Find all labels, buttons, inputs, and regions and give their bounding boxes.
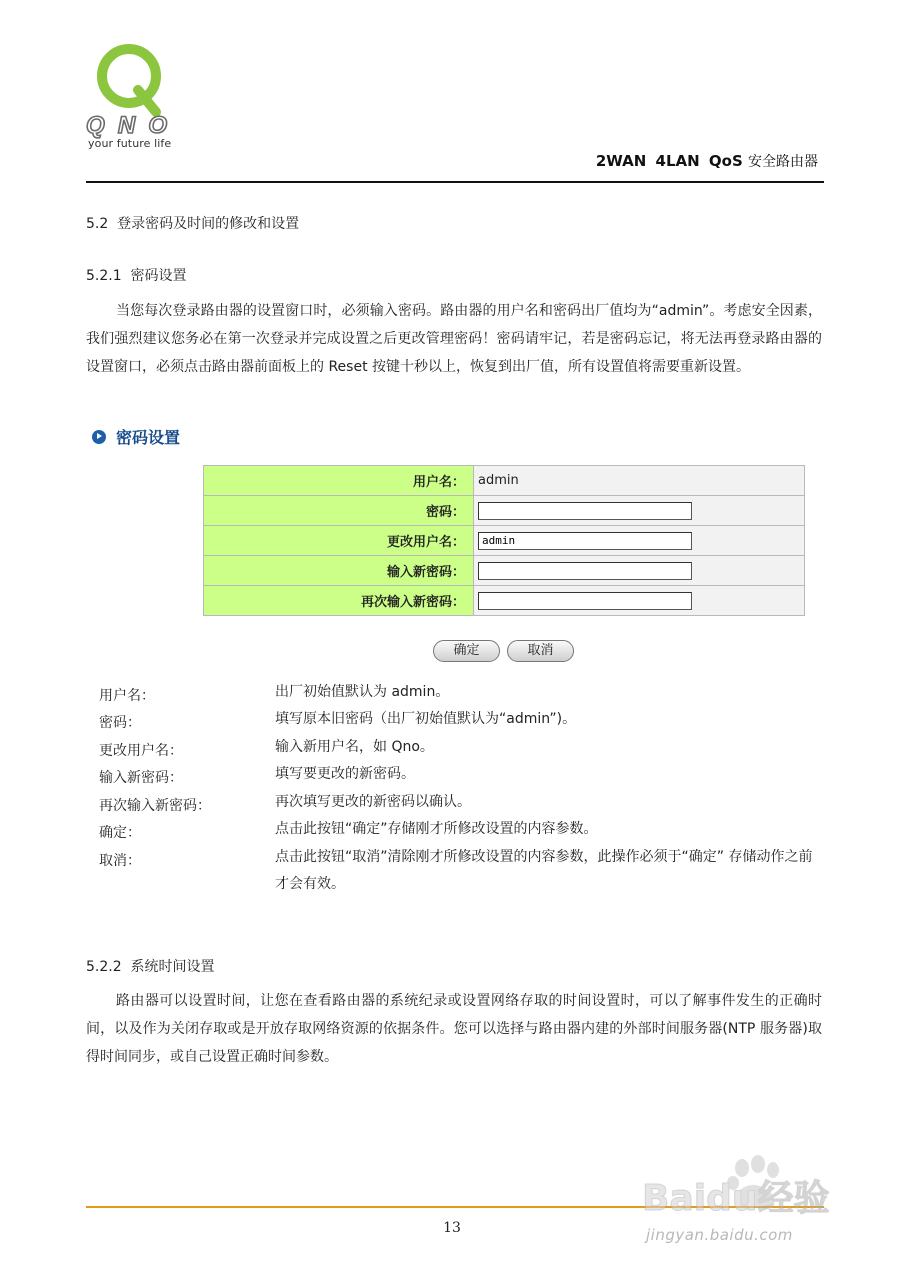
section-number: 5.2.1	[86, 268, 122, 284]
section-title: 密码设置	[130, 268, 187, 284]
new-username-input[interactable]	[478, 532, 692, 550]
logo-wordmark: QNO	[86, 112, 170, 139]
section-number: 5.2	[86, 216, 109, 232]
new-username-cell	[474, 526, 805, 556]
qno-logo	[86, 40, 186, 152]
definition-desc: 出厂初始值默认为 admin。	[275, 684, 450, 700]
password-label: 密码：	[204, 496, 474, 526]
definition-term: 输入新密码：	[99, 770, 183, 786]
cancel-button[interactable]: 取消	[507, 640, 574, 662]
header-title-cn: 安全路由器	[748, 154, 818, 170]
password-cell	[474, 496, 805, 526]
definition-desc: 填写原本旧密码（出厂初始值默认为“admin”)。	[275, 711, 577, 727]
confirm-password-label: 再次输入新密码：	[204, 586, 474, 616]
form-row-new-password	[204, 556, 805, 586]
password-input[interactable]	[478, 502, 692, 520]
definition-term: 再次输入新密码：	[99, 798, 211, 814]
paragraph-password-intro: 当您每次登录路由器的设置窗口时，必须输入密码。路由器的用户名和密码出厂值均为“admin”。考虑安全因素，我们强烈建议您务必在第一次登录并完成设置之后更改管理密码！密码请牢记，若是密码忘记，将无法再登录路由器的设置窗口，必须点击路由器前面板上的 Reset 按键十秒以上，恢复到出厂值，所有设置值将需要重新设置。	[86, 303, 822, 375]
paragraph-time-intro: 路由器可以设置时间，让您在查看路由器的系统纪录或设置网络存取的时间设置时，可以了解事件发生的正确时间，以及作为关闭存取或是开放存取网络资源的依据条件。您可以选择与路由器内建的外部时间服务器(NTP 服务器)取得时间同步，或自己设置正确时间参数。	[86, 993, 822, 1065]
definition-desc: 点击此按钮“取消”清除刚才所修改设置的内容参数，此操作必须于“确定” 存储动作之前才会有效。	[275, 849, 813, 892]
new-password-input[interactable]	[478, 562, 692, 580]
panel-title	[92, 425, 180, 448]
definition-term: 取消：	[99, 853, 141, 869]
watermark-brand: Baidu经验	[642, 1178, 830, 1219]
page-number: 13	[443, 1220, 461, 1236]
section-title: 系统时间设置	[130, 959, 215, 975]
header-model: 2WAN 4LAN QoS	[595, 152, 743, 170]
arrow-bullet-icon	[92, 430, 106, 444]
new-username-label: 更改用户名：	[204, 526, 474, 556]
section-heading-5-2-2	[86, 956, 215, 976]
definition-term: 密码：	[99, 715, 141, 731]
confirm-password-input[interactable]	[478, 592, 692, 610]
watermark-url: jingyan.baidu.com	[646, 1226, 793, 1244]
form-row-password	[204, 496, 805, 526]
logo-tagline: your future life	[88, 137, 172, 150]
section-number: 5.2.2	[86, 959, 122, 975]
new-password-cell	[474, 556, 805, 586]
header-divider	[86, 181, 824, 183]
form-row-confirm-password	[204, 586, 805, 616]
username-label: 用户名：	[204, 466, 474, 496]
panel-title-text: 密码设置	[116, 428, 181, 447]
definition-desc: 再次填写更改的新密码以确认。	[275, 794, 471, 810]
section-heading-5-2-1	[86, 265, 187, 285]
section-title: 登录密码及时间的修改和设置	[117, 216, 300, 232]
definition-term: 确定：	[99, 825, 141, 841]
password-form-table	[203, 465, 805, 616]
username-value: admin	[474, 466, 805, 496]
definition-term: 更改用户名：	[99, 743, 183, 759]
header-title	[596, 151, 818, 171]
ok-button[interactable]: 确定	[433, 640, 500, 662]
new-password-label: 输入新密码：	[204, 556, 474, 586]
definition-desc: 输入新用户名，如 Qno。	[275, 739, 434, 755]
definition-term: 用户名：	[99, 688, 155, 704]
form-row-new-username	[204, 526, 805, 556]
definition-desc: 填写要更改的新密码。	[275, 766, 415, 782]
definition-desc: 点击此按钮“确定”存储刚才所修改设置的内容参数。	[275, 821, 598, 837]
section-heading-5-2	[86, 213, 299, 233]
form-row-username	[204, 466, 805, 496]
confirm-password-cell	[474, 586, 805, 616]
